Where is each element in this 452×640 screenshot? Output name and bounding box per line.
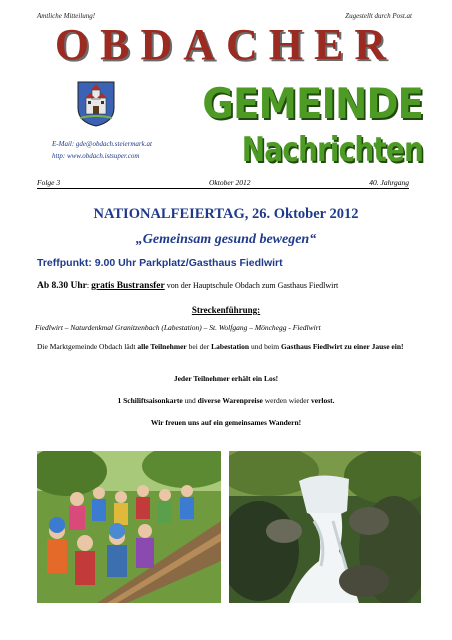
- top-left-notice: Amtliche Mitteilung!: [37, 12, 96, 20]
- issue-volume: 40. Jahrgang: [369, 178, 409, 187]
- bus-transfer: [37, 281, 338, 291]
- desc-part: und beim: [249, 342, 281, 351]
- children-hiking-photo: [37, 451, 221, 603]
- raffle-note: Jeder Teilnehmer erhält ein Los!: [173, 374, 279, 383]
- prize-part: werden wieder: [262, 396, 311, 405]
- closing-line: Wir freuen uns auf ein gemeinsames Wandern!: [150, 418, 302, 427]
- municipal-crest-icon: [76, 80, 116, 128]
- bus-colon: :: [86, 281, 90, 290]
- prize-part: und: [182, 396, 198, 405]
- desc-emphasis: Gasthaus Fiedlwirt zu einer Jause ein!: [280, 342, 404, 351]
- issue-info-line: [37, 178, 409, 189]
- masthead-title: OBDACHER: [54, 20, 398, 69]
- desc-emphasis: Labestation: [211, 342, 250, 351]
- invitation-text: [37, 342, 417, 352]
- meeting-point: Treffpunkt: 9.00 Uhr Parkplatz/Gasthaus Fiedlwirt: [37, 257, 283, 269]
- route-heading: Streckenführung:: [191, 305, 261, 315]
- top-right-notice: Zugestellt durch Post.at: [345, 12, 412, 20]
- issue-month: Oktober 2012: [209, 178, 251, 187]
- bus-free-label: gratis Bustransfer: [91, 281, 165, 291]
- gemeinde-title: GEMEINDE: [202, 79, 423, 128]
- prize-emphasis: verlost.: [311, 396, 335, 405]
- issue-number: Folge 3: [37, 178, 61, 187]
- route-description: Fiedlwirt – Naturdenkmal Granitzenbach (Labestation) – St. Wolfgang – Mönchegg - Fiedlwirt: [35, 323, 321, 332]
- nachrichten-title: Nachrichten: [241, 130, 423, 170]
- website-address: http: www.obdach.istsuper.com: [52, 152, 140, 160]
- email-address: E-Mail: gde@obdach.steiermark.at: [52, 140, 152, 148]
- desc-part: bei der: [186, 342, 212, 351]
- bus-details: von der Hauptschule Obdach zum Gasthaus Fiedlwirt: [164, 281, 339, 290]
- waterfall-photo: [229, 451, 421, 603]
- article-motto: „Gemeinsam gesund bewegen“: [135, 232, 317, 247]
- desc-part: Die Marktgemeinde Obdach lädt: [37, 342, 138, 351]
- prizes-note: [0, 396, 452, 405]
- bus-time: Ab 8.30 Uhr: [37, 281, 87, 291]
- article-headline: NATIONALFEIERTAG, 26. Oktober 2012: [93, 206, 359, 222]
- prize-emphasis: diverse Warenpreise: [197, 396, 263, 405]
- desc-emphasis: alle Teilnehmer: [137, 342, 187, 351]
- prize-emphasis: 1 Schiliftsaisonkarte: [117, 396, 183, 405]
